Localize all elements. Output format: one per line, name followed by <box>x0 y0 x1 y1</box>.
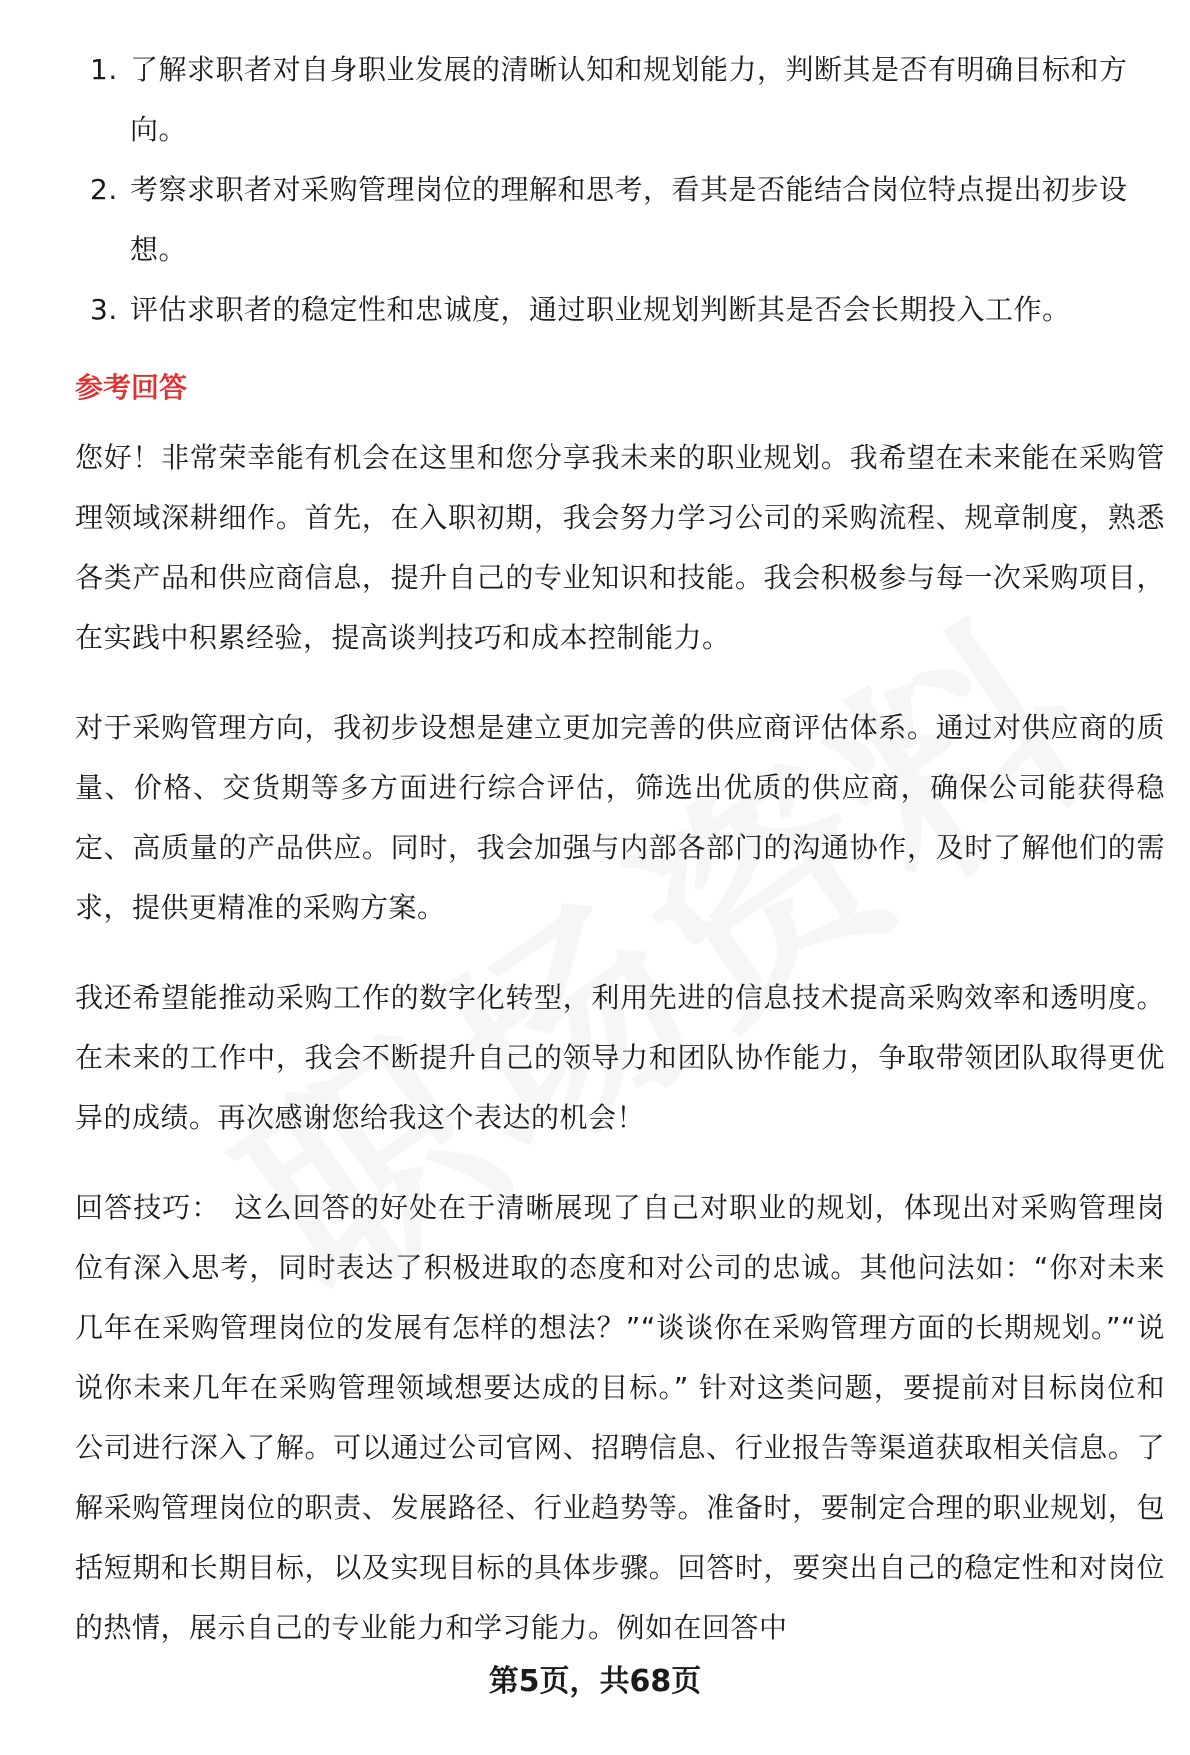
list-item-text: 评估求职者的稳定性和忠诚度，通过职业规划判断其是否会长期投入工作。 <box>130 293 1071 326</box>
list-item <box>75 160 1165 280</box>
answer-paragraph: 对于采购管理方向，我初步设想是建立更加完善的供应商评估体系。通过对供应商的质量、价格、交货期等多方面进行综合评估，筛选出优质的供应商，确保公司能获得稳定、高质量的产品供应。同时，我会加强与内部各部门的沟通协作，及时了解他们的需求，提供更精准的采购方案。 <box>75 711 1165 924</box>
list-item <box>75 280 1165 340</box>
document-page <box>75 40 1165 1688</box>
tips-paragraph <box>75 1178 1165 1658</box>
list-item <box>75 40 1165 160</box>
tips-text: 这么回答的好处在于清晰展现了自己对职业的规划，体现出对采购管理岗位有深入思考，同时表达了积极进取的态度和对公司的忠诚。其他问法如：“你对未来几年在采购管理岗位的发展有怎样的想法？”“谈谈你在采购管理方面的长期规划。”“说说你未来几年在采购管理领域想要达成的目标。” 针对这类问题，要提前对目标岗位和公司进行深入了解。可以通过公司官网、招聘信息、行业报告等渠道获取相关信息。了解采购管理岗位的职责、发展路径、行业趋势等。准备时，要制定合理的职业规划，包括短期和长期目标，以及实现目标的具体步骤。回答时，要突出自己的稳定性和对岗位的热情，展示自己的专业能力和学习能力。例如在回答中 <box>75 1191 1165 1644</box>
answer-paragraph: 我还希望能推动采购工作的数字化转型，利用先进的信息技术提高采购效率和透明度。在未来的工作中，我会不断提升自己的领导力和团队协作能力，争取带领团队取得更优异的成绩。再次感谢您给我这个表达的机会！ <box>75 981 1165 1134</box>
intent-list <box>75 40 1165 340</box>
list-item-number: 1. <box>90 53 118 86</box>
tips-label: 回答技巧： <box>75 1191 221 1224</box>
list-item-text: 了解求职者对自身职业发展的清晰认知和规划能力，判断其是否有明确目标和方向。 <box>130 53 1128 146</box>
reference-answer-heading: 参考回答 <box>75 371 188 404</box>
list-item-number: 2. <box>90 173 118 206</box>
page-number: 第5页，共68页 <box>488 1664 702 1699</box>
answer-paragraph: 您好！非常荣幸能有机会在这里和您分享我未来的职业规划。我希望在未来能在采购管理领域深耕细作。首先，在入职初期，我会努力学习公司的采购流程、规章制度，熟悉各类产品和供应商信息，提升自己的专业知识和技能。我会积极参与每一次采购项目，在实践中积累经验，提高谈判技巧和成本控制能力。 <box>75 441 1165 654</box>
list-item-number: 3. <box>90 293 118 326</box>
list-item-text: 考察求职者对采购管理岗位的理解和思考，看其是否能结合岗位特点提出初步设想。 <box>130 173 1128 266</box>
